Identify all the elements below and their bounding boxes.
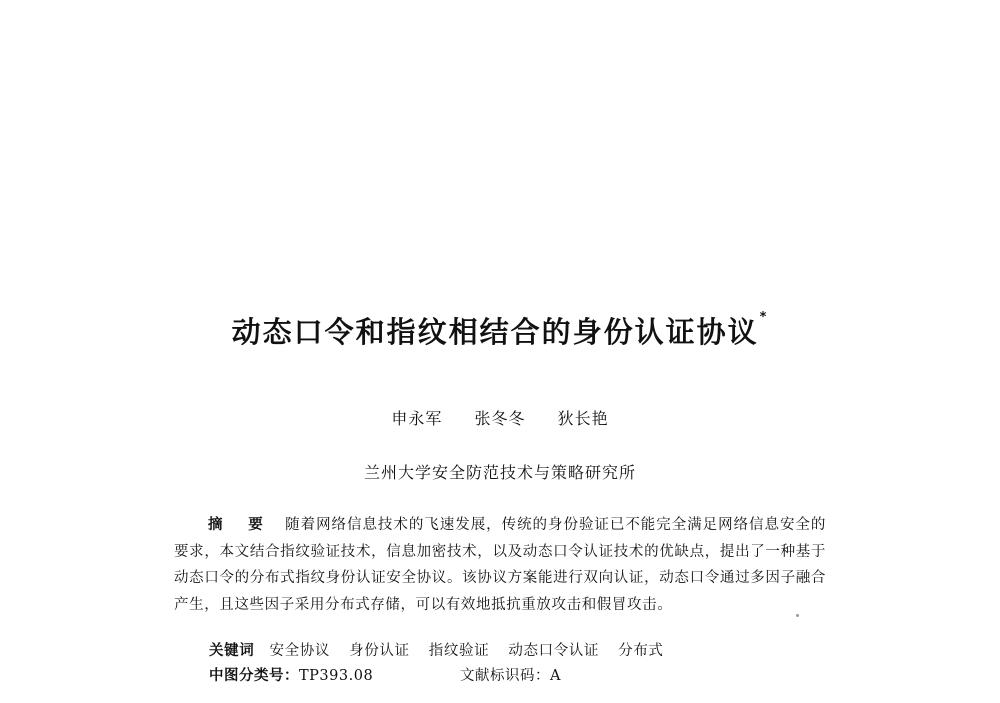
- keywords-label: 关键词: [209, 643, 255, 659]
- keyword: 分布式: [618, 643, 664, 659]
- keyword: 动态口令认证: [508, 643, 600, 659]
- affiliation: 兰州大学安全防范技术与策略研究所: [363, 463, 636, 482]
- scan-artifact: [796, 614, 799, 617]
- document-code-value: A: [550, 668, 561, 684]
- author-list: [0, 406, 1000, 429]
- abstract: [174, 512, 826, 618]
- abstract-text: 随着网络信息技术的飞速发展，传统的身份验证已不能完全满足网络信息安全的要求，本文结合指纹验证技术，信息加密技术，以及动态口令认证技术的优缺点，提出了一种基于动态口令的分布式指纹身份认证安全协议。该协议方案能进行双向认证，动态口令通过多因子融合产生，且这些因子采用分布式存储，可以有效地抵抗重放攻击和假冒攻击。: [174, 517, 826, 613]
- abstract-label: 摘 要: [208, 517, 274, 533]
- paper-title: [0, 310, 1000, 351]
- title-text: 动态口令和指纹相结合的身份认证协议: [231, 315, 759, 349]
- document-code-label: 文献标识码：: [460, 668, 550, 684]
- keyword: 指纹验证: [428, 643, 490, 659]
- author-name: 申永军: [391, 409, 443, 428]
- document-code: [460, 664, 561, 685]
- author-name: 狄长艳: [557, 409, 609, 428]
- classification-line: [209, 664, 809, 685]
- classification-label: 中图分类号：: [209, 668, 299, 684]
- title-footnote-mark: *: [759, 310, 769, 325]
- keyword: 安全协议: [269, 643, 330, 659]
- author-name: 张冬冬: [474, 409, 526, 428]
- keyword: 身份认证: [349, 643, 410, 659]
- classification-value: TP393.08: [299, 668, 374, 684]
- keywords-line: [209, 639, 678, 660]
